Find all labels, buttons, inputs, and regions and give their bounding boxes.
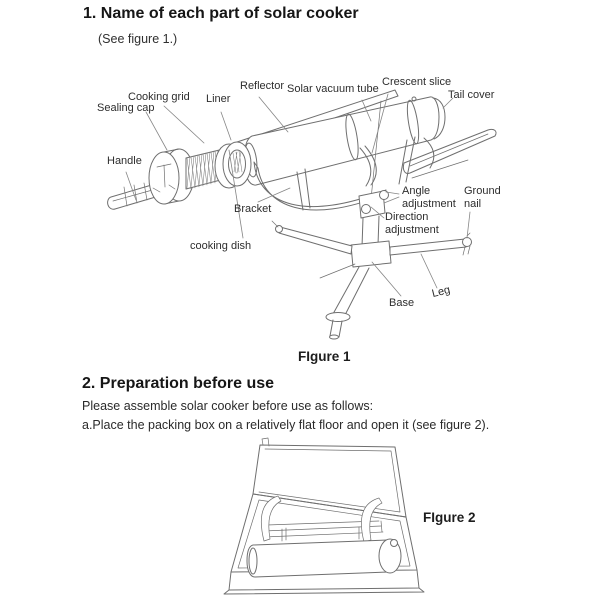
liner-drawing <box>215 142 251 188</box>
section2-heading: 2. Preparation before use <box>82 375 275 392</box>
label-crescent-slice: Crescent slice <box>382 76 452 88</box>
label-cooking-dish: cooking dish <box>190 240 252 252</box>
label-tail-cover: Tail cover <box>448 89 495 101</box>
figure2-caption: FIgure 2 <box>423 510 476 525</box>
vacuum-tube-drawing <box>243 97 445 185</box>
packing-box-drawing <box>224 438 424 594</box>
label-ground-nail: Ground nail <box>464 185 501 210</box>
label-reflector: Reflector <box>240 80 285 92</box>
section2-line2: a.Place the packing box on a relatively flat floor and open it (see figure 2). <box>82 418 490 432</box>
label-direction-adjustment: Direction adjustment <box>385 211 439 236</box>
label-angle-adjustment: Angle adjustment <box>402 185 456 210</box>
label-handle: Handle <box>107 155 142 167</box>
label-liner: Liner <box>206 93 231 105</box>
label-sealing-cap: Sealing cap <box>97 102 155 114</box>
label-solar-vacuum-tube: Solar vacuum tube <box>287 83 379 95</box>
figure1-caption: FIgure 1 <box>298 349 351 364</box>
label-bracket: Bracket <box>234 203 272 215</box>
section1-note: (See figure 1.) <box>98 32 178 46</box>
section1-heading: 1. Name of each part of solar cooker <box>83 5 359 22</box>
label-cooking-grid: Cooking grid <box>128 91 190 103</box>
label-leg: Leg <box>430 283 452 301</box>
section2-line1: Please assemble solar cooker before use as follows: <box>82 399 374 413</box>
label-base: Base <box>389 297 415 309</box>
